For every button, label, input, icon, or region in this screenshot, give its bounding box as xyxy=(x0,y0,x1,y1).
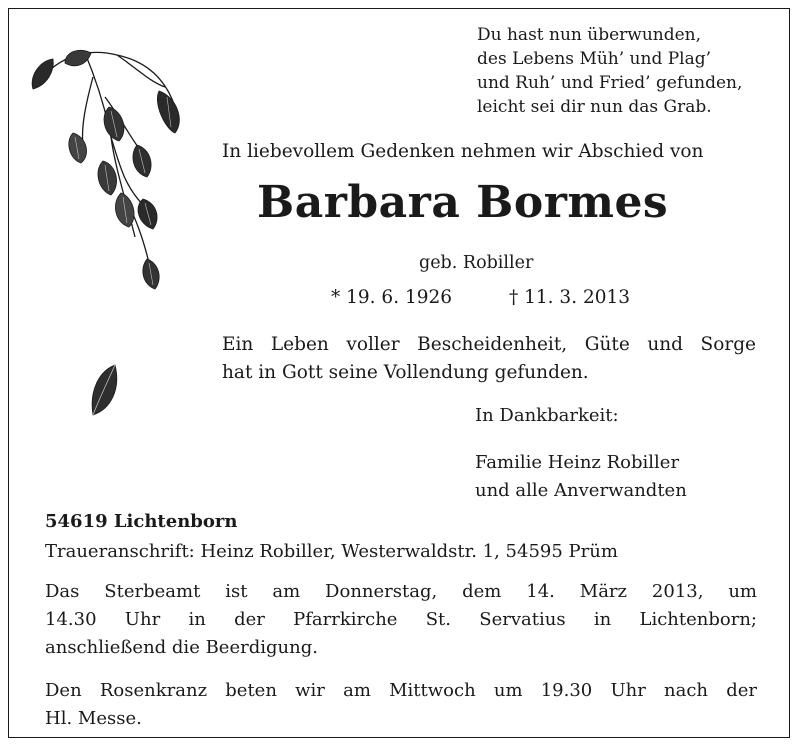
death-date: † 11. 3. 2013 xyxy=(509,287,631,308)
life-text-line: Ein Leben voller Bescheidenheit, Güte und Sorge xyxy=(222,334,756,355)
poem-line: Du hast nun überwunden, xyxy=(477,25,702,45)
birth-date: * 19. 6. 1926 xyxy=(331,287,453,308)
life-text-line: hat in Gott seine Vollendung gefunden. xyxy=(222,362,589,383)
poem xyxy=(477,23,742,119)
rosary-paragraph xyxy=(45,677,757,733)
family-signature xyxy=(475,449,687,505)
rosary-line: Hl. Messe. xyxy=(45,708,142,729)
deceased-name: Barbara Bormes xyxy=(257,177,669,228)
mourning-address: Traueranschrift: Heinz Robiller, Westerwaldstr. 1, 54595 Prüm xyxy=(45,541,618,562)
service-line: 14.30 Uhr in der Pfarrkirche St. Servatius in Lichtenborn; xyxy=(45,609,757,630)
born-name: geb. Robiller xyxy=(419,253,534,273)
service-line: anschließend die Beerdigung. xyxy=(45,637,318,658)
rosary-line: Den Rosenkranz beten wir am Mittwoch um 19.30 Uhr nach der xyxy=(45,680,757,701)
falling-leaf-icon xyxy=(85,361,125,421)
thanks-line: In Dankbarkeit: xyxy=(475,405,619,426)
place-line: 54619 Lichtenborn xyxy=(45,511,238,532)
intro-line: In liebevollem Gedenken nehmen wir Abschied von xyxy=(222,141,704,162)
service-paragraph xyxy=(45,578,757,662)
poem-line: des Lebens Müh’ und Plag’ xyxy=(477,49,712,69)
life-text xyxy=(222,331,756,387)
family-line: Familie Heinz Robiller xyxy=(475,452,680,473)
poem-line: leicht sei dir nun das Grab. xyxy=(477,97,712,117)
poem-line: und Ruh’ und Fried’ gefunden, xyxy=(477,73,743,93)
birch-branch-icon xyxy=(25,37,195,307)
obituary-notice xyxy=(8,8,790,738)
family-line: und alle Anverwandten xyxy=(475,480,687,501)
service-line: Das Sterbeamt ist am Donnerstag, dem 14. März 2013, um xyxy=(45,581,757,602)
